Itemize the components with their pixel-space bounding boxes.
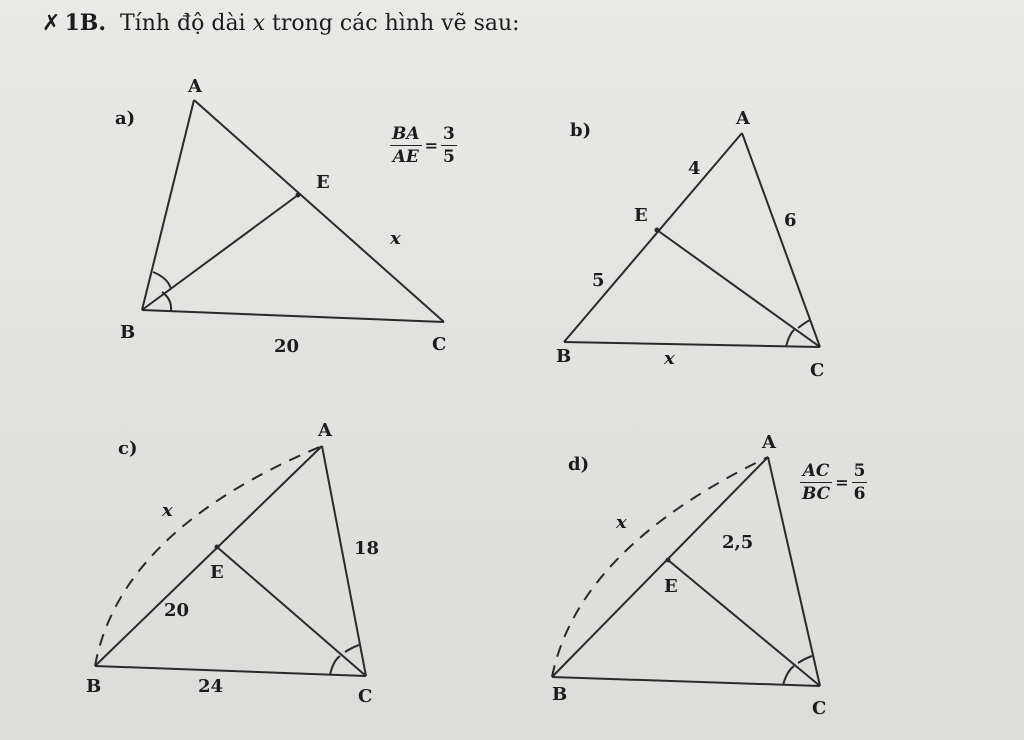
- segment-ab-c: [95, 446, 322, 666]
- length-x-c: x: [162, 500, 173, 521]
- angle-arc-a1: [153, 272, 171, 289]
- vertex-c-c: C: [358, 686, 373, 707]
- point-e-d: [666, 558, 671, 563]
- length-eb-b: 5: [592, 270, 605, 291]
- cross-mark-icon: ✗: [42, 11, 61, 36]
- vertex-a-a: A: [188, 76, 202, 97]
- vertex-a-b: A: [736, 108, 750, 129]
- segment-ab-b: [564, 133, 742, 342]
- segment-bc-b: [564, 342, 820, 347]
- ratio-d-value-den: 6: [853, 484, 866, 504]
- bisector-ce-b: [657, 230, 820, 347]
- bisector-ce-c: [217, 547, 366, 676]
- length-ae-d: 2,5: [722, 532, 754, 553]
- vertex-b-b: B: [556, 346, 572, 367]
- ratio-a-equals: =: [424, 136, 438, 155]
- problem-number: 1B.: [64, 10, 106, 36]
- vertex-c-a: C: [432, 334, 447, 355]
- vertex-b-c: B: [86, 676, 102, 697]
- segment-ac-c: [322, 446, 366, 676]
- segment-ac-b: [742, 133, 820, 347]
- vertex-e-a: E: [316, 172, 330, 193]
- figure-b-label: b): [570, 120, 592, 141]
- length-x-b: x: [664, 348, 675, 369]
- length-ac-b: 6: [784, 210, 797, 231]
- ratio-d-value-num: 5: [853, 461, 866, 481]
- figure-d-label: d): [568, 454, 590, 475]
- angle-arc-c2: [345, 645, 359, 652]
- angle-arc-c1: [330, 656, 340, 675]
- figure-c-label: c): [118, 438, 138, 459]
- vertex-a-d: A: [762, 432, 776, 453]
- problem-text-end: trong các hình vẽ sau:: [265, 11, 520, 36]
- angle-arc-d2: [798, 656, 812, 663]
- ratio-d-denominator: BC: [802, 484, 831, 504]
- segment-ab-d: [552, 457, 768, 677]
- length-be-c: 20: [164, 600, 190, 621]
- length-ac-c: 18: [354, 538, 380, 559]
- triangle-c: [95, 446, 366, 676]
- length-x-d: x: [616, 512, 627, 533]
- ratio-a-value-den: 5: [442, 147, 455, 167]
- point-e-c: [215, 545, 220, 550]
- ratio-d: [800, 460, 867, 505]
- vertex-e-d: E: [664, 576, 678, 597]
- ratio-d-numerator: AC: [802, 461, 830, 481]
- segment-bc-a: [142, 310, 444, 322]
- figure-a-label: a): [115, 108, 136, 129]
- vertex-b-a: B: [120, 322, 136, 343]
- length-x-a: x: [390, 228, 401, 249]
- length-bc-c: 24: [198, 676, 224, 697]
- ratio-a-value-num: 3: [442, 124, 455, 144]
- vertex-b-d: B: [552, 684, 568, 705]
- bisector-ce-d: [668, 560, 820, 686]
- ratio-a-denominator: AE: [392, 147, 419, 167]
- angle-arc-b1: [786, 329, 795, 347]
- point-e-a: [296, 193, 301, 198]
- vertex-a-c: A: [318, 420, 332, 441]
- ratio-a: [390, 123, 457, 168]
- length-bc-a: 20: [274, 336, 300, 357]
- vertex-e-c: E: [210, 562, 224, 583]
- vertex-c-b: C: [810, 360, 825, 381]
- ratio-a-numerator: BA: [392, 124, 420, 144]
- segment-bc-d: [552, 677, 820, 686]
- vertex-c-d: C: [812, 698, 827, 719]
- ratio-d-equals: =: [835, 473, 849, 492]
- problem-variable: x: [252, 11, 266, 36]
- vertex-e-b: E: [634, 205, 648, 226]
- angle-arc-b2: [798, 320, 810, 328]
- segment-bc-c: [95, 666, 366, 676]
- length-ae-b: 4: [688, 158, 701, 179]
- angle-arc-d1: [783, 666, 794, 685]
- point-e-b: [655, 228, 660, 233]
- triangle-d: [552, 457, 820, 686]
- problem-text-start: Tính độ dài: [120, 11, 253, 36]
